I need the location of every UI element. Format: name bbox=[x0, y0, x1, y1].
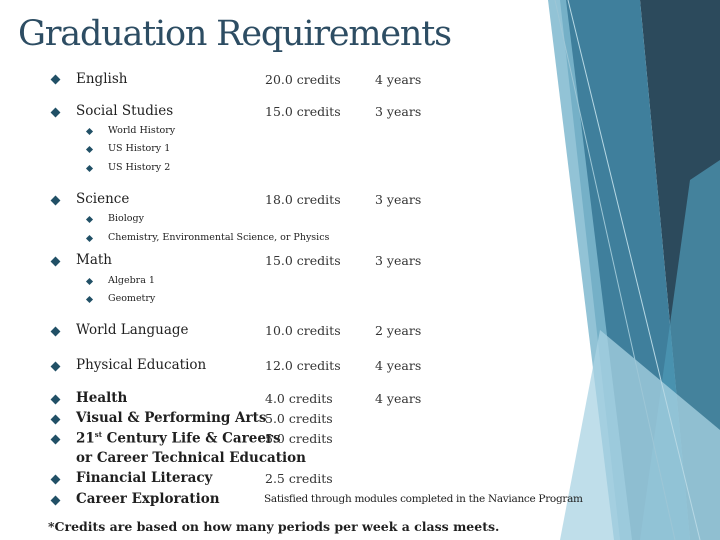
req-financial-literacy-label: Financial Literacy bbox=[76, 470, 213, 486]
page-title: Graduation Requirements bbox=[18, 14, 451, 54]
req-health-label: Health bbox=[76, 390, 128, 406]
req-english-years: 4 years bbox=[375, 72, 422, 87]
req-health-credits: 4.0 credits bbox=[265, 391, 333, 406]
req-math-credits: 15.0 credits bbox=[265, 253, 341, 268]
req-career-exploration-label: Career Exploration bbox=[76, 491, 220, 507]
req-science-label: Science bbox=[76, 191, 130, 207]
req-21st-century-label bbox=[76, 430, 281, 447]
req-visual-arts-credits: 5.0 credits bbox=[265, 411, 333, 426]
sub-item-us-history-1: US History 1 bbox=[108, 143, 171, 154]
req-world-language-years: 2 years bbox=[375, 323, 422, 338]
req-world-language-label: World Language bbox=[76, 322, 189, 338]
req-physical-education-label: Physical Education bbox=[76, 357, 207, 373]
req-career-exploration-note: Satisfied through modules completed in the Naviance Program bbox=[264, 493, 583, 505]
sub-item-us-history-2: US History 2 bbox=[108, 162, 171, 173]
req-english-credits: 20.0 credits bbox=[265, 72, 341, 87]
sub-item-algebra-1: Algebra 1 bbox=[108, 275, 155, 286]
req-math-label: Math bbox=[76, 252, 112, 268]
req-health-years: 4 years bbox=[375, 391, 422, 406]
req-science-years: 3 years bbox=[375, 192, 422, 207]
req-21st-century-credits: 5.0 credits bbox=[265, 431, 333, 446]
req-world-language-credits: 10.0 credits bbox=[265, 323, 341, 338]
req-financial-literacy-credits: 2.5 credits bbox=[265, 471, 333, 486]
sub-item-world-history: World History bbox=[108, 125, 176, 136]
footnote: *Credits are based on how many periods per week a class meets. bbox=[48, 519, 500, 534]
label-part: 21 bbox=[76, 430, 95, 447]
req-physical-education-years: 4 years bbox=[375, 358, 422, 373]
req-physical-education-credits: 12.0 credits bbox=[265, 358, 341, 373]
label-part: Century Life & Careers bbox=[101, 430, 281, 447]
req-math-years: 3 years bbox=[375, 253, 422, 268]
sub-item-biology: Biology bbox=[108, 213, 144, 224]
req-social-studies-years: 3 years bbox=[375, 104, 422, 119]
req-science-credits: 18.0 credits bbox=[265, 192, 341, 207]
req-english-label: English bbox=[76, 71, 128, 87]
sub-item-chemistry: Chemistry, Environmental Science, or Physics bbox=[108, 232, 330, 243]
req-social-studies-label: Social Studies bbox=[76, 103, 174, 119]
req-cte-continuation: or Career Technical Education bbox=[76, 450, 306, 466]
sub-item-geometry: Geometry bbox=[108, 293, 156, 304]
req-social-studies-credits: 15.0 credits bbox=[265, 104, 341, 119]
label-superscript: st bbox=[94, 430, 102, 439]
req-visual-arts-label: Visual & Performing Arts bbox=[76, 410, 267, 426]
